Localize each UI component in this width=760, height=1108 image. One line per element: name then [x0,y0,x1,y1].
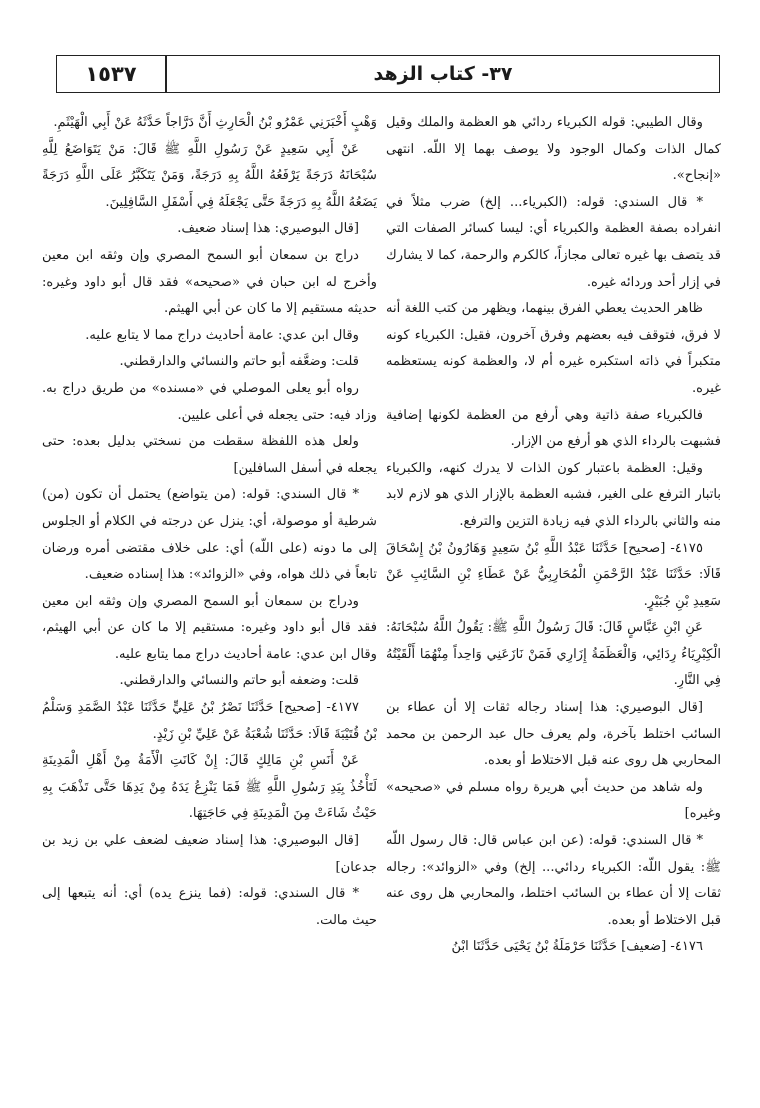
left-paragraph: وقال ابن عدي: عامة أحاديث دراج مما لا يتابع عليه. [85,327,359,343]
left-paragraph: ولعل هذه اللفظة سقطت من نسختي بدليل بعده: حتى يجعله في أسفل السافلين] [42,434,377,476]
right-paragraph: ظاهر الحديث يعطي الفرق بينهما، ويظهر من كتب اللغة أنه لا فرق، فتوقف فيه بعضهم وفرق آخرون، فقيل: الكبرياء كونه متكبراً في ذاته استكبره غيره أم لا، والعظمة كونه يستعظمه غيره. [386,301,721,396]
right-paragraph: [قال البوصيري: هذا إسناد رجاله ثقات إلا أن عطاء بن السائب اختلط بآخرة، ولم يعرف حال عبد الرحمن بن محمد المحاربي هل روى عنه قبل الاختلاط أو بعده. [386,700,721,769]
page-number: ١٥٣٧ [85,62,137,86]
right-paragraph: وقيل: العظمة باعتبار كون الذات لا يدرك كنهه، والكبرياء باتبار الترفع على الغير، فشبه العظمة بالإزار الذي هو لازم لابد منه والثاني بالرداء الذي فيه زيادة التزين والترفع. [386,460,721,529]
right-paragraph: وقال الطيبي: قوله الكبرياء ردائي هو العظمة والملك وقيل كمال الذات وكمال الوجود ولا يوصف بهما إلا اللّه. انتهى «إنجاح». [386,115,721,184]
right-paragraph: * قال السندي: قوله: (عن ابن عباس قال: قال رسول اللّه ﷺ: يقول اللّه: الكبرياء ردائي... إلخ) وفي «الزوائد»: رجاله ثقات إلا أن عطاء بن السائب اختلط، والمحاربي هل روى عنه قبل الاختلاط أو بعده. [386,833,721,928]
right-column [386,110,721,961]
hadith-text: عَنْ أَنَسِ بْنِ مَالِكٍ قَالَ: إِنْ كَانَتِ الْأَمَةُ مِنْ أَهْلِ الْمَدِينَةِ لَتَأْخُذُ بِيَدِ رَسُولِ اللَّهِ ﷺ فَمَا يَنْزِعُ يَدَهُ مِنْ يَدِهَا حَتَّى تَذْهَبَ بِهِ حَيْثُ شَاءَتْ مِنَ الْمَدِينَةِ فِي حَاجَتِهَا. [42,753,377,822]
left-column [42,110,377,934]
left-paragraph: دراج بن سمعان أبو السمح المصري وإن وثقه ابن معين وأخرج له ابن حبان في «صحيحه» فقد قال أبو داود وغيره: حديثه مستقيم إلا ما كان عن أبي الهيثم. [42,247,377,317]
left-paragraph: [قال البوصيري: هذا إسناد ضعيف. [177,221,359,237]
hadith-isnad: وَهْبٍ أَخْبَرَنِي عَمْرُو بْنُ الْحَارِثِ أَنَّ دَرَّاجاً حَدَّثَهُ عَنْ أَبِي الْهَيْثَمِ. [53,115,377,130]
left-paragraph: [قال البوصيري: هذا إسناد ضعيف لضعف علي بن زيد بن جدعان] [42,833,377,875]
left-paragraph: * قال السندي: قوله: (من يتواضع) يحتمل أن تكون (من) شرطية أو موصولة، أي: ينزل عن درجته في الكلام أو الجلوس إلى ما دونه (على اللّه) أي: على خلاف مقتضى أمره ورضان تابعاً في ذلك هواه، وفي «الزوائد»: هذا إسناده ضعيف. [42,487,377,583]
left-paragraph: ودراج بن سمعان أبو السمح المصري وإن وثقه ابن معين فقد قال أبو داود وغيره: مستقيم إلا ما كان عن أبي الهيثم، وقال ابن عدي: عامة أحاديث دراج مما يتابع عليه. [42,593,377,662]
hadith-isnad: ٤١٧٥- [صحيح] حَدَّثَنَا عَبْدُ اللَّهِ بْنُ سَعِيدٍ وَهَارُونُ بْنُ إِسْحَاقَ قَالَا: حَدَّثَنَا عَبْدُ الرَّحْمَنِ الْمُحَارِبِيُّ عَنْ عَطَاءِ بْنِ السَّائِبِ عَنْ سَعِيدِ بْنِ جُبَيْرٍ. [386,540,721,609]
left-paragraph: رواه أبو يعلى الموصلي في «مسنده» من طريق دراج به. وزاد فيه: حتى يجعله في أعلى عليين. [42,380,377,423]
page-header [56,55,720,93]
left-paragraph: قلت: وضعَّفه أبو حاتم والنسائي والدارقطني. [119,354,359,370]
left-paragraph: * قال السندي: قوله: (فما ينزع يده) أي: أنه يتبعها إلى حيث مالت. [42,886,377,928]
hadith-text: عَنِ ابْنِ عَبَّاسٍ قَالَ: قَالَ رَسُولُ اللَّهِ ﷺ: يَقُولُ اللَّهُ سُبْحَانَهُ: الْكِبْرِيَاءُ رِدَائِي، وَالْعَظَمَةُ إِزَارِي فَمَنْ نَازَعَنِي وَاحِداً مِنْهُمَا أَلْقَيْتُهُ فِي النَّارِ. [386,620,721,689]
left-paragraph: قلت: وضعفه أبو حاتم والنسائي والدارقطني. [119,673,359,689]
hadith-isnad: ٤١٧٦- [ضعيف] حَدَّثَنَا حَرْمَلَةُ بْنُ يَحْيَى حَدَّثَنَا ابْنُ [451,939,703,955]
hadith-text: عَنْ أَبِي سَعِيدٍ عَنْ رَسُولِ اللَّهِ ﷺ قَالَ: مَنْ يَتَوَاضَعُ لِلَّهِ سُبْحَانَهُ دَرَجَةً يَرْفَعُهُ اللَّهُ بِهِ دَرَجَةً، وَمَنْ يَتَكَبَّرُ عَلَى اللَّهِ دَرَجَةً يَضَعُهُ اللَّهُ بِهِ دَرَجَةً حَتَّى يَجْعَلَهُ فِي أَسْفَلِ السَّافِلِينَ. [42,141,377,210]
right-paragraph: فالكبرياء صفة ذاتية وهي أرفع من العظمة لكونها إضافية فشبهت بالرداء الذي هو أرفع من الإزار. [386,407,721,450]
book-title: ٣٧- كتاب الزهد [373,63,513,85]
right-paragraph: وله شاهد من حديث أبي هريرة رواه مسلم في «صحيحه» وغيره] [386,779,721,822]
right-paragraph: * قال السندي: قوله: (الكبرياء... إلخ) ضرب مثلاً في انفراده بصفة العظمة والكبرياء أي: ليسا كسائر الصفات التي قد يتصف بها غيره تعالى مجازاً، كالكرم والرحمة، كما لا يشارك في إزار أحد وردائه غيره. [386,194,721,290]
hadith-isnad: ٤١٧٧- [صحيح] حَدَّثَنَا نَصْرُ بْنُ عَلِيٍّ حَدَّثَنَا عَبْدُ الصَّمَدِ وَسَلْمُ بْنُ قُتَيْبَةَ قَالَا: حَدَّثَنَا شُعْبَةُ عَنْ عَلِيِّ بْنِ زَيْدٍ. [42,700,377,742]
